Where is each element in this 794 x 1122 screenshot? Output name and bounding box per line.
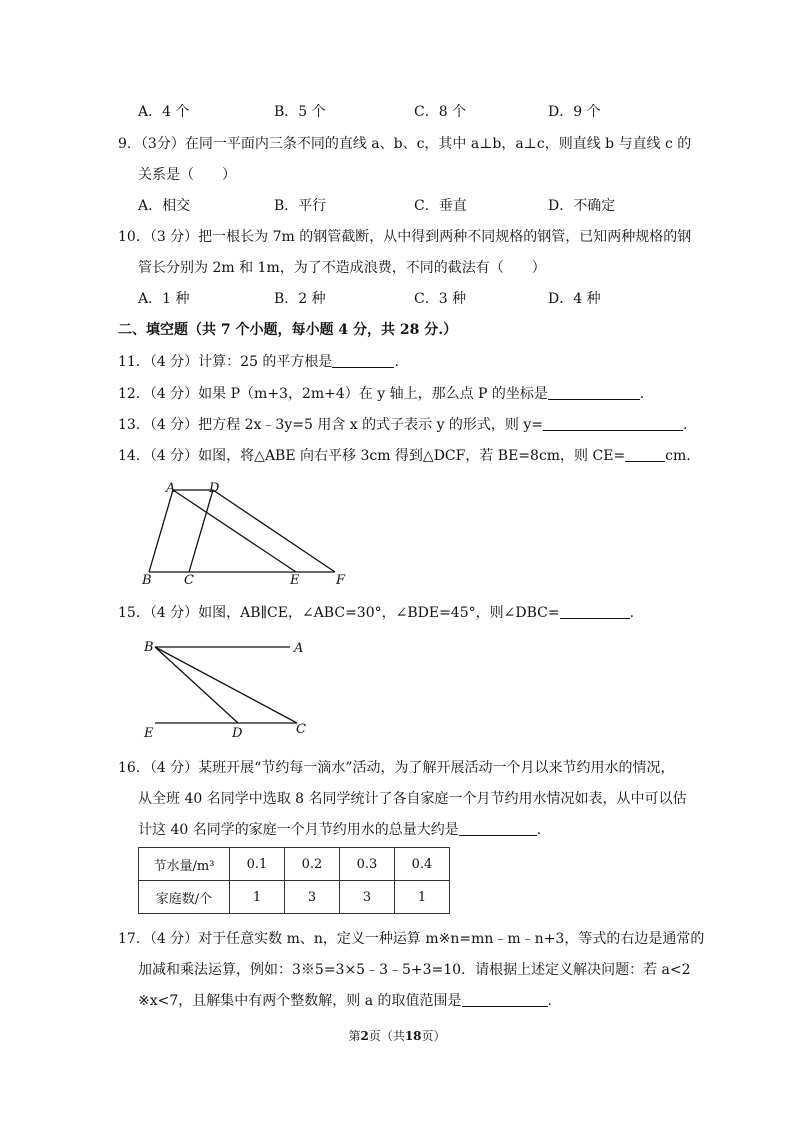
fig14-label-c: C <box>184 573 194 586</box>
q16-end: . <box>536 822 542 838</box>
q17-end: . <box>547 993 552 1009</box>
fig14-label-e: E <box>290 573 300 586</box>
q16-text-line1: 16．（4 分）某班开展“节约每一滴水”活动，为了解开展活动一个月以来节约用水的情况， <box>118 760 675 776</box>
q12-text: 12．（4 分）如果 P（m+3，2m+4）在 y 轴上，那么点 P 的坐标是 <box>118 386 548 402</box>
footer-prefix: 第 <box>348 1029 361 1043</box>
q10-options <box>138 290 698 308</box>
q10-option-c: C．3 种 <box>414 291 467 307</box>
table-cell: 0.1 <box>230 848 285 881</box>
q11-text: 11．（4 分）计算：25 的平方根是 <box>118 354 333 370</box>
fig15-label-a: A <box>294 641 304 656</box>
q9-options <box>138 197 698 215</box>
fig15-label-e: E <box>144 726 154 741</box>
q14-answer-blank <box>625 447 665 462</box>
q15-line <box>118 604 634 622</box>
fig14-segment-df <box>213 490 335 572</box>
fig14-segment-ae <box>173 490 296 572</box>
q15-figure <box>136 634 316 744</box>
table-cell: 0.3 <box>340 848 395 881</box>
q15-answer-blank <box>560 604 630 619</box>
fig14-segment-ab <box>149 490 173 572</box>
q8-option-d: D．9 个 <box>548 104 601 120</box>
q9-option-d: D．不确定 <box>548 198 616 214</box>
q9-option-b: B．平行 <box>274 198 327 214</box>
q16-answer-blank <box>459 821 537 836</box>
fig15-label-d: D <box>232 726 243 741</box>
table-cell: 0.2 <box>285 848 340 881</box>
q8-option-b: B．5 个 <box>274 104 326 120</box>
table-row <box>139 881 450 914</box>
table-header-cell: 家庭数/个 <box>139 881 230 914</box>
q13-line <box>118 416 687 434</box>
q10-text-line1: 10．（3 分）把一根长为 7m 的钢管截断，从中得到两种不同规格的钢管，已知两种规格的钢 <box>118 229 692 245</box>
footer-page-number: 2 <box>360 1029 369 1043</box>
q11-answer-blank <box>332 353 394 368</box>
q8-option-c: C．8 个 <box>414 104 467 120</box>
q17-line3 <box>138 992 552 1010</box>
q15-end: . <box>629 605 635 621</box>
q17-text-line2: 加减和乘法运算，例如：3※5=3×5﹣3﹣5+3=10．请根据上述定义解决问题：若 a<2 <box>138 962 691 978</box>
q9-option-c: C．垂直 <box>414 198 467 214</box>
q8-options <box>138 103 698 121</box>
q14-text: 14．（4 分）如图，将△ABE 向右平移 3cm 得到△DCF，若 BE=8cm，则 CE= <box>118 448 626 464</box>
q8-option-a: A．4 个 <box>138 104 190 120</box>
fig14-label-f: F <box>336 573 346 586</box>
q17-text-line1: 17．（4 分）对于任意实数 m、n，定义一种运算 m※n=mn﹣m﹣n+3，等式的右边是通常的 <box>118 931 705 947</box>
q9-text-line1: 9．（3分）在同一平面内三条不同的直线 a、b、c，其中 a⊥b，a⊥c，则直线 b 与直线 c 的 <box>118 136 692 152</box>
q9-option-a: A．相交 <box>138 198 191 214</box>
q10-option-a: A．1 种 <box>138 291 190 307</box>
q10-option-b: B．2 种 <box>274 291 326 307</box>
fig14-label-a: A <box>166 481 176 496</box>
q16-text-line3: 计这 40 名同学的家庭一个月节约用水的总量大约是 <box>138 822 459 838</box>
q12-end: . <box>639 386 645 402</box>
q14-end: cm. <box>665 448 691 464</box>
table-cell: 1 <box>395 881 450 914</box>
table-cell: 0.4 <box>395 848 450 881</box>
q14-figure <box>130 478 360 586</box>
table-header-cell: 节水量/m³ <box>139 848 230 881</box>
fig15-label-c: C <box>296 722 306 737</box>
footer-mid: 页（共 <box>368 1029 405 1043</box>
q10-text-line2: 管长分别为 2m 和 1m，为了不造成浪费，不同的截法有（ ） <box>138 260 546 276</box>
table-row <box>139 848 450 881</box>
q17-text-line3: ※x<7，且解集中有两个整数解，则 a 的取值范围是 <box>138 993 462 1009</box>
q16-line3 <box>138 821 541 839</box>
q11-end: . <box>394 354 399 370</box>
q17-answer-blank <box>462 992 548 1007</box>
q13-answer-blank <box>543 416 683 431</box>
q16-text-line2: 从全班 40 名同学中选取 8 名同学统计了各自家庭一个月节约用水情况如表，从中可以估 <box>138 791 687 807</box>
section-heading-fill-in: 二、填空题（共 7 个小题，每小题 4 分，共 28 分.） <box>118 322 458 338</box>
q15-text: 15．（4 分）如图，AB∥CE，∠ABC=30°，∠BDE=45°，则∠DBC= <box>118 605 560 621</box>
footer-total-pages: 18 <box>404 1029 422 1043</box>
table-cell: 3 <box>340 881 395 914</box>
page-footer <box>0 1027 794 1044</box>
q13-text: 13．（4 分）把方程 2x﹣3y=5 用含 x 的式子表示 y 的形式，则 y= <box>118 417 544 433</box>
q9-text-line2: 关系是（ ） <box>138 167 236 183</box>
q12-line <box>118 385 644 403</box>
q10-option-d: D．4 种 <box>548 291 601 307</box>
fig14-label-b: B <box>142 573 152 586</box>
fig14-label-d: D <box>209 481 220 496</box>
q14-line <box>118 447 691 465</box>
table-cell: 3 <box>285 881 340 914</box>
q12-answer-blank <box>548 385 640 400</box>
water-saving-table <box>138 847 450 914</box>
q11-line <box>118 353 399 371</box>
q13-end: . <box>683 417 688 433</box>
table-cell: 1 <box>230 881 285 914</box>
footer-suffix: 页） <box>421 1029 446 1043</box>
fig15-label-b: B <box>144 640 154 655</box>
